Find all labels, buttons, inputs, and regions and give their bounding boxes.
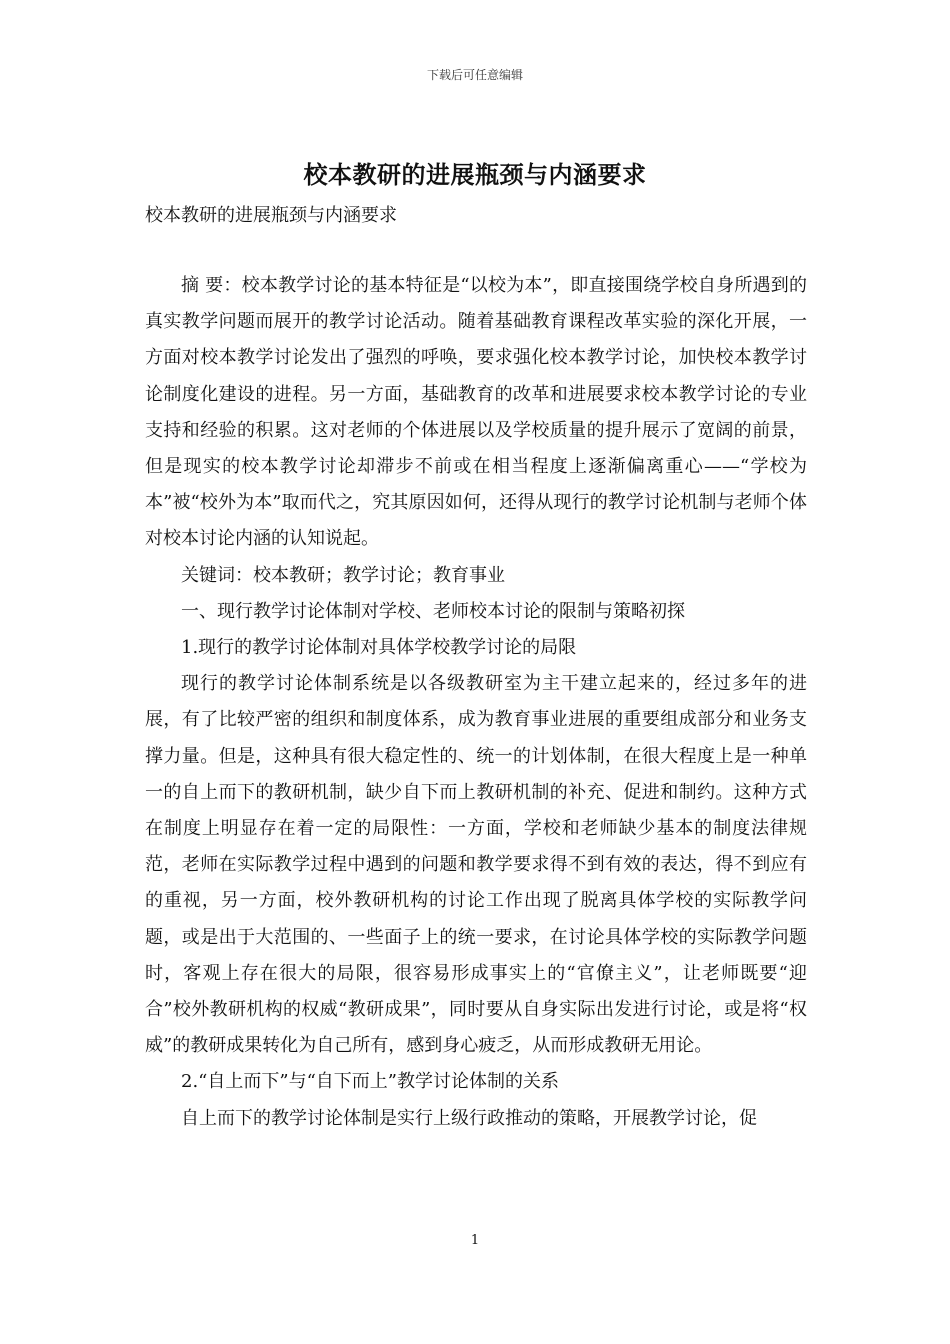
- subsection-heading: 1.现行的教学讨论体制对具体学校教学讨论的局限: [181, 637, 577, 659]
- body-paragraph: 现行的教学讨论体制系统是以各级教研室为主干建立起来的，经过多年的进展，有了比较严密的组织和制度体系，成为教育事业进展的重要组成部分和业务支撑力量。但是，这种具有很大稳定性的、统一的计划体制，在很大程度上是一种单一的自上而下的教研机制，缺少自下而上教研机制的补充、促进和制约。这种方式在制度上明显存在着一定的局限性：一方面，学校和老师缺少基本的制度法律规范，老师在实际教学过程中遇到的问题和教学要求得不到有效的表达，得不到应有的重视，另一方面，校外教研机构的讨论工作出现了脱离具体学校的实际教学问题，或是出于大范围的、一些面子上的统一要求，在讨论具体学校的实际教学问题时，客观上存在很大的局限，很容易形成事实上的“官僚主义”，让老师既要“迎合”校外教研机构的权威“教研成果”，同时要从自身实际出发进行讨论，或是将“权威”的教研成果转化为自己所有，感到身心疲乏，从而形成教研无用论。: [145, 673, 807, 1057]
- section-heading: 一、现行教学讨论体制对学校、老师校本讨论的限制与策略初探: [181, 600, 685, 622]
- document-subtitle: 校本教研的进展瓶颈与内涵要求: [145, 205, 397, 226]
- header-note: 下载后可任意编辑: [426, 68, 523, 82]
- keywords-line: 关键词：校本教研；教学讨论；教育事业: [181, 564, 505, 586]
- abstract-paragraph: 摘 要：校本教学讨论的基本特征是“以校为本”，即直接围绕学校自身所遇到的真实教学问题而展开的教学讨论活动。随着基础教育课程改革实验的深化开展，一方面对校本教学讨论发出了强烈的呼唤，要求强化校本教学讨论，加快校本教学讨论制度化建设的进程。另一方面，基础教育的改革和进展要求校本教学讨论的专业支持和经验的积累。这对老师的个体进展以及学校质量的提升展示了宽阔的前景，但是现实的校本教学讨论却滞步不前或在相当程度上逐渐偏离重心——“学校为本”被“校外为本”取而代之，究其原因如何，还得从现行的教学讨论机制与老师个体对校本讨论内涵的认知说起。: [145, 275, 807, 550]
- body-text: [145, 268, 807, 1137]
- document-title: 校本教研的进展瓶颈与内涵要求: [303, 160, 647, 189]
- page-number: 1: [470, 1233, 480, 1248]
- subsection-heading: 2.“自上而下”与“自下而上”教学讨论体制的关系: [181, 1071, 559, 1093]
- body-paragraph: 自上而下的教学讨论体制是实行上级行政推动的策略，开展教学讨论，促: [181, 1107, 757, 1129]
